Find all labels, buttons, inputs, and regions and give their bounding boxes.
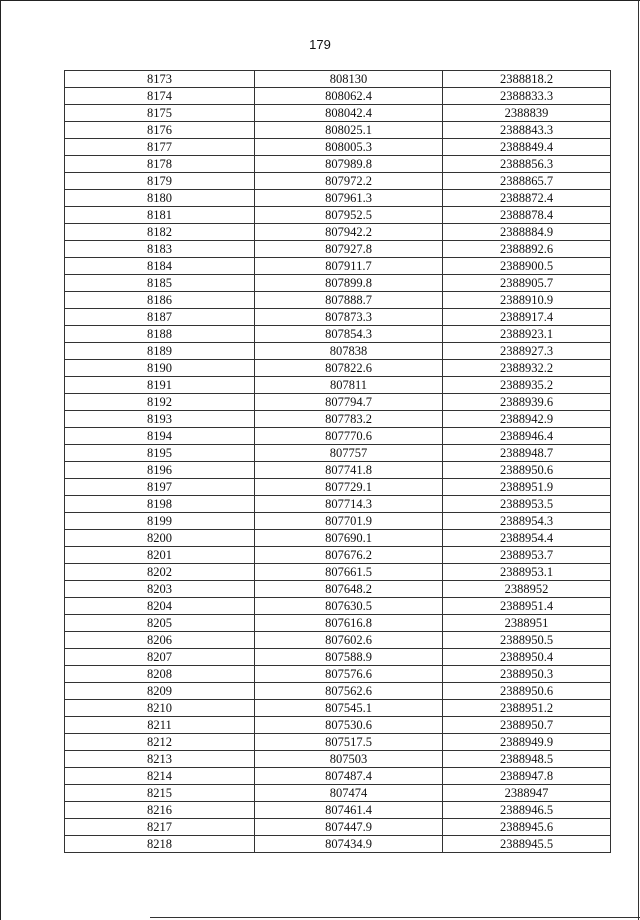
x-coordinate-cell: 807854.3 (255, 326, 443, 343)
x-coordinate-cell: 807838 (255, 343, 443, 360)
x-coordinate-cell: 807783.2 (255, 411, 443, 428)
y-coordinate-cell: 2388872.4 (443, 190, 611, 207)
x-coordinate-cell: 807811 (255, 377, 443, 394)
point-number-cell: 8204 (65, 598, 255, 615)
x-coordinate-cell: 807690.1 (255, 530, 443, 547)
y-coordinate-cell: 2388949.9 (443, 734, 611, 751)
y-coordinate-cell: 2388947.8 (443, 768, 611, 785)
point-number-cell: 8175 (65, 105, 255, 122)
page-border-right (638, 0, 639, 920)
y-coordinate-cell: 2388950.4 (443, 649, 611, 666)
point-number-cell: 8198 (65, 496, 255, 513)
point-number-cell: 8213 (65, 751, 255, 768)
y-coordinate-cell: 2388892.6 (443, 241, 611, 258)
table-row (65, 717, 611, 734)
point-number-cell: 8211 (65, 717, 255, 734)
y-coordinate-cell: 2388950.3 (443, 666, 611, 683)
point-number-cell: 8216 (65, 802, 255, 819)
table-row (65, 496, 611, 513)
x-coordinate-cell: 807794.7 (255, 394, 443, 411)
table-row (65, 598, 611, 615)
table-row (65, 802, 611, 819)
x-coordinate-cell: 807972.2 (255, 173, 443, 190)
x-coordinate-cell: 808025.1 (255, 122, 443, 139)
y-coordinate-cell: 2388935.2 (443, 377, 611, 394)
table-row (65, 785, 611, 802)
table-row (65, 88, 611, 105)
table-row (65, 343, 611, 360)
x-coordinate-cell: 807899.8 (255, 275, 443, 292)
x-coordinate-cell: 807434.9 (255, 836, 443, 853)
table-row (65, 292, 611, 309)
x-coordinate-cell: 807648.2 (255, 581, 443, 598)
table-row (65, 411, 611, 428)
table-row (65, 462, 611, 479)
y-coordinate-cell: 2388818.2 (443, 71, 611, 88)
point-number-cell: 8184 (65, 258, 255, 275)
y-coordinate-cell: 2388954.4 (443, 530, 611, 547)
y-coordinate-cell: 2388900.5 (443, 258, 611, 275)
table-row (65, 751, 611, 768)
point-number-cell: 8209 (65, 683, 255, 700)
point-number-cell: 8190 (65, 360, 255, 377)
x-coordinate-cell: 807701.9 (255, 513, 443, 530)
x-coordinate-cell: 807562.6 (255, 683, 443, 700)
point-number-cell: 8174 (65, 88, 255, 105)
table-row (65, 309, 611, 326)
table-row (65, 275, 611, 292)
table-row (65, 768, 611, 785)
x-coordinate-cell: 807927.8 (255, 241, 443, 258)
x-coordinate-cell: 808062.4 (255, 88, 443, 105)
point-number-cell: 8207 (65, 649, 255, 666)
point-number-cell: 8177 (65, 139, 255, 156)
table-row (65, 139, 611, 156)
table-row (65, 190, 611, 207)
x-coordinate-cell: 807952.5 (255, 207, 443, 224)
y-coordinate-cell: 2388950.6 (443, 683, 611, 700)
point-number-cell: 8201 (65, 547, 255, 564)
x-coordinate-cell: 807461.4 (255, 802, 443, 819)
point-number-cell: 8182 (65, 224, 255, 241)
coordinates-table-body (65, 71, 611, 853)
table-row (65, 547, 611, 564)
x-coordinate-cell: 807545.1 (255, 700, 443, 717)
y-coordinate-cell: 2388953.5 (443, 496, 611, 513)
page-border-bottom (150, 917, 640, 918)
y-coordinate-cell: 2388951.4 (443, 598, 611, 615)
point-number-cell: 8188 (65, 326, 255, 343)
point-number-cell: 8191 (65, 377, 255, 394)
y-coordinate-cell: 2388948.7 (443, 445, 611, 462)
table-row (65, 700, 611, 717)
y-coordinate-cell: 2388865.7 (443, 173, 611, 190)
y-coordinate-cell: 2388942.9 (443, 411, 611, 428)
y-coordinate-cell: 2388951 (443, 615, 611, 632)
y-coordinate-cell: 2388951.9 (443, 479, 611, 496)
y-coordinate-cell: 2388952 (443, 581, 611, 598)
point-number-cell: 8183 (65, 241, 255, 258)
point-number-cell: 8194 (65, 428, 255, 445)
point-number-cell: 8212 (65, 734, 255, 751)
y-coordinate-cell: 2388947 (443, 785, 611, 802)
point-number-cell: 8195 (65, 445, 255, 462)
table-row (65, 581, 611, 598)
x-coordinate-cell: 807517.5 (255, 734, 443, 751)
x-coordinate-cell: 807630.5 (255, 598, 443, 615)
y-coordinate-cell: 2388932.2 (443, 360, 611, 377)
x-coordinate-cell: 807770.6 (255, 428, 443, 445)
x-coordinate-cell: 807822.6 (255, 360, 443, 377)
x-coordinate-cell: 807942.2 (255, 224, 443, 241)
point-number-cell: 8199 (65, 513, 255, 530)
point-number-cell: 8193 (65, 411, 255, 428)
y-coordinate-cell: 2388910.9 (443, 292, 611, 309)
coordinates-table (64, 70, 611, 853)
point-number-cell: 8218 (65, 836, 255, 853)
x-coordinate-cell: 807602.6 (255, 632, 443, 649)
y-coordinate-cell: 2388950.7 (443, 717, 611, 734)
x-coordinate-cell: 808130 (255, 71, 443, 88)
table-row (65, 377, 611, 394)
x-coordinate-cell: 807616.8 (255, 615, 443, 632)
y-coordinate-cell: 2388946.4 (443, 428, 611, 445)
x-coordinate-cell: 807757 (255, 445, 443, 462)
table-row (65, 479, 611, 496)
x-coordinate-cell: 807487.4 (255, 768, 443, 785)
y-coordinate-cell: 2388945.5 (443, 836, 611, 853)
point-number-cell: 8179 (65, 173, 255, 190)
table-row (65, 224, 611, 241)
x-coordinate-cell: 807447.9 (255, 819, 443, 836)
y-coordinate-cell: 2388849.4 (443, 139, 611, 156)
table-row (65, 632, 611, 649)
point-number-cell: 8215 (65, 785, 255, 802)
table-row (65, 207, 611, 224)
y-coordinate-cell: 2388927.3 (443, 343, 611, 360)
table-row (65, 666, 611, 683)
x-coordinate-cell: 807661.5 (255, 564, 443, 581)
x-coordinate-cell: 807729.1 (255, 479, 443, 496)
x-coordinate-cell: 807911.7 (255, 258, 443, 275)
point-number-cell: 8214 (65, 768, 255, 785)
y-coordinate-cell: 2388945.6 (443, 819, 611, 836)
x-coordinate-cell: 807474 (255, 785, 443, 802)
x-coordinate-cell: 808005.3 (255, 139, 443, 156)
point-number-cell: 8217 (65, 819, 255, 836)
point-number-cell: 8187 (65, 309, 255, 326)
table-row (65, 649, 611, 666)
point-number-cell: 8189 (65, 343, 255, 360)
y-coordinate-cell: 2388905.7 (443, 275, 611, 292)
x-coordinate-cell: 808042.4 (255, 105, 443, 122)
y-coordinate-cell: 2388950.5 (443, 632, 611, 649)
point-number-cell: 8205 (65, 615, 255, 632)
y-coordinate-cell: 2388923.1 (443, 326, 611, 343)
table-row (65, 394, 611, 411)
point-number-cell: 8180 (65, 190, 255, 207)
x-coordinate-cell: 807989.8 (255, 156, 443, 173)
point-number-cell: 8192 (65, 394, 255, 411)
point-number-cell: 8206 (65, 632, 255, 649)
point-number-cell: 8185 (65, 275, 255, 292)
table-row (65, 326, 611, 343)
y-coordinate-cell: 2388856.3 (443, 156, 611, 173)
x-coordinate-cell: 807961.3 (255, 190, 443, 207)
y-coordinate-cell: 2388953.1 (443, 564, 611, 581)
x-coordinate-cell: 807888.7 (255, 292, 443, 309)
point-number-cell: 8196 (65, 462, 255, 479)
table-row (65, 564, 611, 581)
y-coordinate-cell: 2388878.4 (443, 207, 611, 224)
table-row (65, 156, 611, 173)
table-row (65, 428, 611, 445)
y-coordinate-cell: 2388939.6 (443, 394, 611, 411)
table-row (65, 819, 611, 836)
y-coordinate-cell: 2388954.3 (443, 513, 611, 530)
table-row (65, 71, 611, 88)
table-row (65, 530, 611, 547)
point-number-cell: 8197 (65, 479, 255, 496)
point-number-cell: 8173 (65, 71, 255, 88)
x-coordinate-cell: 807714.3 (255, 496, 443, 513)
table-row (65, 513, 611, 530)
y-coordinate-cell: 2388951.2 (443, 700, 611, 717)
x-coordinate-cell: 807676.2 (255, 547, 443, 564)
y-coordinate-cell: 2388950.6 (443, 462, 611, 479)
point-number-cell: 8186 (65, 292, 255, 309)
table-row (65, 683, 611, 700)
x-coordinate-cell: 807530.6 (255, 717, 443, 734)
x-coordinate-cell: 807588.9 (255, 649, 443, 666)
table-row (65, 734, 611, 751)
table-row (65, 258, 611, 275)
y-coordinate-cell: 2388833.3 (443, 88, 611, 105)
y-coordinate-cell: 2388839 (443, 105, 611, 122)
table-row (65, 173, 611, 190)
table-row (65, 445, 611, 462)
y-coordinate-cell: 2388884.9 (443, 224, 611, 241)
table-row (65, 360, 611, 377)
table-row (65, 836, 611, 853)
table-row (65, 122, 611, 139)
x-coordinate-cell: 807503 (255, 751, 443, 768)
table-row (65, 615, 611, 632)
y-coordinate-cell: 2388843.3 (443, 122, 611, 139)
point-number-cell: 8178 (65, 156, 255, 173)
point-number-cell: 8208 (65, 666, 255, 683)
page-border-top (0, 0, 640, 1)
x-coordinate-cell: 807576.6 (255, 666, 443, 683)
y-coordinate-cell: 2388917.4 (443, 309, 611, 326)
x-coordinate-cell: 807873.3 (255, 309, 443, 326)
y-coordinate-cell: 2388948.5 (443, 751, 611, 768)
page-border-left (0, 0, 1, 920)
point-number-cell: 8181 (65, 207, 255, 224)
point-number-cell: 8210 (65, 700, 255, 717)
point-number-cell: 8200 (65, 530, 255, 547)
x-coordinate-cell: 807741.8 (255, 462, 443, 479)
table-row (65, 105, 611, 122)
y-coordinate-cell: 2388953.7 (443, 547, 611, 564)
point-number-cell: 8202 (65, 564, 255, 581)
page-number: 179 (309, 37, 331, 52)
point-number-cell: 8176 (65, 122, 255, 139)
point-number-cell: 8203 (65, 581, 255, 598)
table-row (65, 241, 611, 258)
y-coordinate-cell: 2388946.5 (443, 802, 611, 819)
